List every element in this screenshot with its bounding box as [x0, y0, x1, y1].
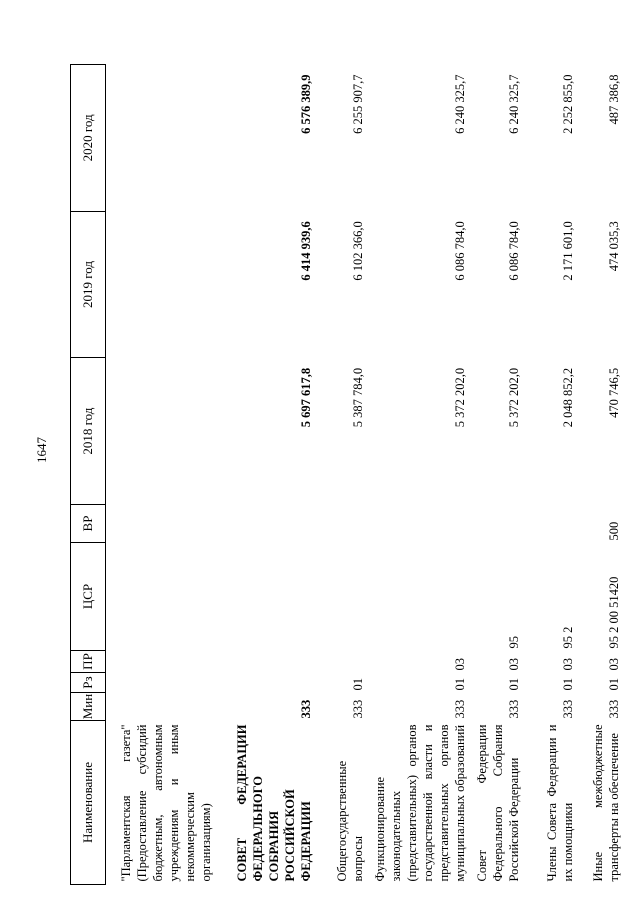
row-2019: 474 035,3	[607, 221, 621, 272]
row-pr	[220, 651, 320, 673]
row-2019: 6 414 939,6	[299, 221, 313, 281]
budget-table	[70, 64, 628, 885]
row-pr: 03	[453, 658, 467, 671]
row-2020: 2 252 855,0	[561, 74, 575, 134]
row-name: СОВЕТ ФЕДЕРАЦИИ ФЕДЕРАЛЬНОГО СОБРАНИЯ РОССИЙСКОЙ ФЕДЕРАЦИИ	[235, 724, 313, 882]
row-pr: 03	[507, 658, 521, 671]
header-csr: ЦСР	[71, 543, 106, 651]
row-min: 333	[351, 699, 365, 719]
row-2020: 6 240 325,7	[453, 74, 467, 134]
table-row	[372, 65, 474, 885]
row-csr	[220, 543, 320, 651]
header-2019: 2019 год	[71, 211, 106, 358]
row-name: Члены Совета Федерации и их помощники	[545, 724, 575, 882]
row-csr: 95 2	[561, 626, 575, 649]
row-min: 333	[299, 699, 313, 719]
row-2018	[106, 358, 221, 505]
row-2018: 5 372 202,0	[453, 367, 467, 428]
row-min: 333	[561, 699, 575, 719]
row-2018: 470 746,5	[607, 367, 621, 418]
row-rz: 01	[561, 678, 575, 691]
table-row	[474, 65, 528, 885]
row-pr	[320, 651, 372, 673]
budget-table-sheet	[70, 65, 625, 885]
row-2018: 2 048 852,2	[561, 367, 575, 428]
row-min: 333	[453, 699, 467, 719]
row-name: Функционирование законодательных (представительных) органов государственной власти и представительных органов муниципальных образований	[373, 724, 467, 882]
header-vr: ВР	[71, 505, 106, 543]
header-pr: ПР	[71, 651, 106, 673]
row-2018: 5 697 617,8	[299, 367, 313, 428]
row-2020	[106, 65, 221, 212]
row-vr	[106, 505, 221, 543]
row-2020: 6 255 907,7	[351, 74, 365, 134]
row-csr: 95	[507, 636, 521, 649]
table-row	[528, 65, 582, 885]
row-vr	[220, 505, 320, 543]
header-2020: 2020 год	[71, 65, 106, 212]
row-rz: 01	[607, 678, 621, 691]
row-min: 333	[607, 699, 621, 719]
row-2020: 6 576 389,9	[299, 74, 313, 134]
table-row	[582, 65, 628, 885]
row-2019: 6 086 784,0	[507, 221, 521, 281]
row-rz	[220, 673, 320, 693]
row-2019: 6 102 366,0	[351, 221, 365, 281]
row-rz: 01	[351, 678, 365, 691]
row-pr	[106, 651, 221, 673]
row-vr	[528, 505, 582, 543]
row-rz: 01	[507, 678, 521, 691]
row-name: Иные межбюджетные трансферты на обеспечение	[591, 724, 621, 882]
row-name: Совет Федерации Федерального Собрания Российской Федерации	[475, 724, 521, 882]
row-name: "Парламентская газета" (Предоставление субсидий бюджетным, автономным учреждениям и иным некоммерческим организациям)	[119, 724, 213, 882]
row-min	[106, 693, 221, 721]
row-2019	[106, 211, 221, 358]
row-2020: 6 240 325,7	[507, 74, 521, 134]
row-csr	[106, 543, 221, 651]
table-row	[106, 65, 221, 885]
row-name: Общегосударственные вопросы	[335, 760, 365, 882]
page-number: 1647	[34, 437, 49, 463]
row-vr	[474, 505, 528, 543]
header-name: Наименование	[71, 721, 106, 885]
table-row	[320, 65, 372, 885]
row-pr: 03	[561, 658, 575, 671]
row-2020: 487 386,8	[607, 74, 621, 125]
table-row	[220, 65, 320, 885]
row-2019: 2 171 601,0	[561, 221, 575, 281]
row-2018: 5 387 784,0	[351, 367, 365, 428]
row-2019: 6 086 784,0	[453, 221, 467, 281]
row-vr	[372, 505, 474, 543]
header-rz: Рз	[71, 673, 106, 693]
row-vr	[320, 505, 372, 543]
row-rz: 01	[453, 678, 467, 691]
row-2018: 5 372 202,0	[507, 367, 521, 428]
table-header	[71, 65, 106, 885]
row-min: 333	[507, 699, 521, 719]
row-csr	[372, 543, 474, 651]
header-2018: 2018 год	[71, 358, 106, 505]
row-csr: 95 2 00 51420	[607, 576, 621, 649]
row-csr	[320, 543, 372, 651]
row-vr: 500	[607, 521, 621, 541]
row-rz	[106, 673, 221, 693]
row-pr: 03	[607, 658, 621, 671]
header-min: Мин	[71, 693, 106, 721]
